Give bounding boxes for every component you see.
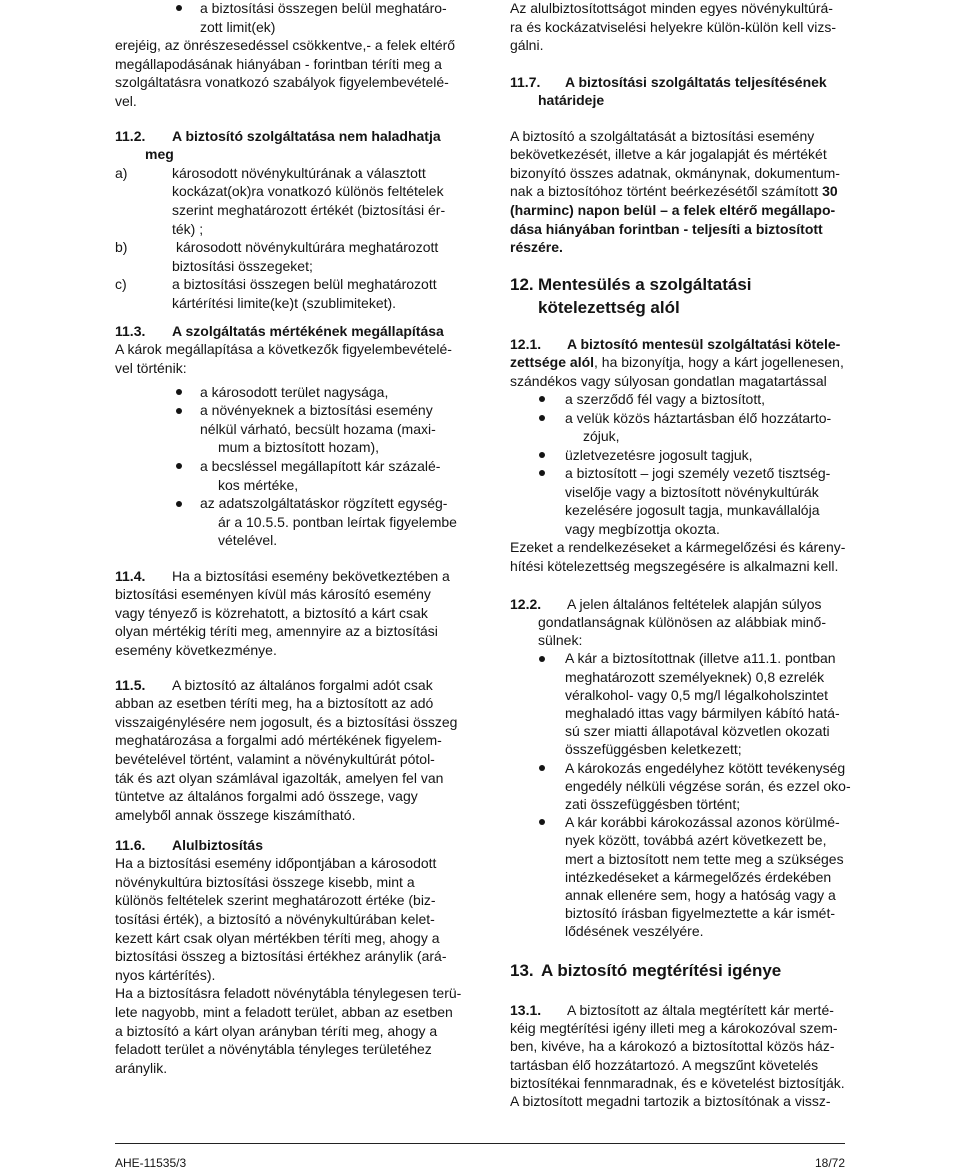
paragraph-line <box>510 182 870 201</box>
list-item-line: sú szer miatti állapotával közvetlen okozati <box>565 723 830 740</box>
paragraph-line: bekövetkezését, illetve a kár jogalapját és mértékét <box>510 146 827 163</box>
section-number: 11.3. <box>115 322 146 339</box>
list-item-line: intézkedéseket a kármegelőzés érdekében <box>565 868 832 885</box>
paragraph-line: visszaigénylésére nem jogosult, és a biztosítási összeg <box>115 713 458 730</box>
paragraph-line: tosítási érték), a biztosító a növénykultúrában kelet- <box>115 911 435 928</box>
list-item-line: viselője vagy a biztosított növénykultúrák <box>565 483 819 500</box>
list-item-line: biztosító írásban figyelmeztette a kár ismét- <box>565 905 835 922</box>
list-item-line: meghaladó ittas vagy bármilyen kábító hatá- <box>565 705 840 722</box>
paragraph-line: Ha a biztosításra feladott növénytábla ténylegesen terü- <box>115 985 462 1002</box>
paragraph-line: biztosítékai fennmaradnak, és e követelést biztosítják. <box>510 1074 845 1091</box>
section-number: 11.5. <box>115 676 146 693</box>
bullet-icon <box>539 415 545 421</box>
bullet-icon <box>176 389 182 395</box>
paragraph-line: biztosítási összeg a biztosítási értékhez aránylik (ará- <box>115 948 447 965</box>
footer-rule <box>115 1143 845 1144</box>
paragraph-line: erejéig, az önrészesedéssel csökkentve,- a felek eltérő <box>115 37 456 54</box>
paragraph-line-bold: (harminc) napon belül – a felek eltérő megállapo- <box>510 202 836 219</box>
list-item-line: kártérítési limite(ke)t (szublimiteket). <box>172 295 397 312</box>
paragraph-line: abban az esetben téríti meg, ha a biztosított az adó <box>115 695 434 712</box>
section-heading <box>510 73 870 92</box>
list-item-text: a biztosítási összegen belül meghatáro- <box>200 0 447 16</box>
paragraph-line: bevételével történt, valamint a növénykultúrát pótol- <box>115 751 435 768</box>
paragraph-line: ben, kivéve, ha a károkozó a biztosítottal közös ház- <box>510 1038 835 1055</box>
bullet-icon <box>539 396 545 402</box>
paragraph-line: növénykultúra biztosítási összege kisebb, mint a <box>115 873 415 890</box>
chapter-title: Mentesülés a szolgáltatási <box>538 274 752 294</box>
list-item-line: összefüggésben keletkezett; <box>565 741 742 758</box>
paragraph-line: olyan mértékig téríti meg, amennyire az a biztosítási <box>115 623 438 640</box>
paragraph-line: szolgáltatásra vonatkozó szabályok figyelembevételé- <box>115 74 449 91</box>
list-item <box>115 238 475 257</box>
section-title: A szolgáltatás mértékének megállapítása <box>172 322 444 339</box>
paragraph-line: vel történik: <box>115 359 187 376</box>
paragraph-line: vel. <box>115 92 137 109</box>
list-item-line: ték) ; <box>172 220 204 237</box>
list-item-text: az adatszolgáltatáskor rögzített egység- <box>200 495 448 512</box>
list-item-text: károsodott növénykultúrára meghatározott <box>176 239 439 256</box>
bullet-icon <box>539 470 545 476</box>
section-number: 12.2. <box>510 595 542 612</box>
paragraph-line: szándékos vagy súlyosan gondatlan magatartással <box>510 372 827 389</box>
list-item-text: a biztosított – jogi személy vezető tisztség- <box>565 465 831 482</box>
paragraph-text: nak a biztosítóhoz történt beérkezésétől számított <box>510 183 823 200</box>
list-item-line: meghatározott személyeknek) 0,8 ezrelék <box>565 668 825 685</box>
paragraph-text: A biztosított az általa megtérített kár merté- <box>567 1001 834 1018</box>
paragraph-line: Az alulbiztosítottságot minden egyes növénykultúrá- <box>510 0 833 16</box>
section-12-2 <box>510 595 870 941</box>
section-title: A biztosítási szolgáltatás teljesítésének <box>565 73 827 90</box>
section-heading <box>510 595 870 613</box>
list-item <box>115 164 475 183</box>
list-item-line: szerint meghatározott értékét (biztosítási ér- <box>172 202 446 219</box>
paragraph-line: ra és kockázatviselési helyekre külön-külön kell vizs- <box>510 18 837 35</box>
bullet-icon <box>176 463 182 469</box>
bullet-icon <box>539 819 545 825</box>
section-11-4 <box>115 567 475 660</box>
bullet-icon <box>176 5 182 11</box>
bullet-icon <box>176 408 182 414</box>
paragraph-line: A biztosított megadni tartozik a biztosítónak a vissz- <box>510 1093 831 1110</box>
list-item-line: zati összefüggésben történt; <box>565 795 741 812</box>
list-item <box>510 409 870 428</box>
paragraph-text: Ha a biztosítási esemény bekövetkeztében a <box>172 567 450 584</box>
paragraph-line <box>510 353 870 372</box>
section-13-1 <box>510 1001 870 1111</box>
chapter-heading <box>510 959 870 982</box>
section-12-1 <box>510 335 870 576</box>
list-item-line: biztosítási összegeket; <box>172 257 313 274</box>
section-11-3 <box>115 322 475 378</box>
section-heading <box>115 567 475 586</box>
section-11-3-bullets <box>115 383 475 550</box>
list-item-text: a növényeknek a biztosítási esemény <box>200 402 433 419</box>
section-title: A biztosító mentesül szolgáltatási kötele- <box>567 335 841 352</box>
list-item <box>510 649 870 667</box>
section-11-2 <box>115 127 475 313</box>
paragraph-line: kéig megtérítési igény illeti meg a károkozóval szem- <box>510 1020 838 1037</box>
section-title-line: meg <box>145 146 174 163</box>
list-item-line: vagy megbízottja okozta. <box>565 520 720 537</box>
list-item-text: a becsléssel megállapított kár százalé- <box>200 458 441 475</box>
list-item <box>510 464 870 483</box>
list-item-line: annak ellenére sem, hogy a hatóság vagy a <box>565 886 836 903</box>
paragraph-line: kezett kárt csak olyan mértékben téríti meg, ahogy a <box>115 929 440 946</box>
list-item-text: a szerződő fél vagy a biztosított, <box>565 391 765 408</box>
paragraph-line: meghatározása a forgalmi adó mértékének figyelem- <box>115 732 442 749</box>
paragraph-text: A biztosító az általános forgalmi adót csak <box>172 676 433 693</box>
list-item-line: zójuk, <box>583 428 620 445</box>
paragraph-line: esemény következménye. <box>115 642 277 659</box>
chapter-13-heading <box>510 959 870 982</box>
bullet-icon <box>539 765 545 771</box>
list-item-line: vételével. <box>218 532 278 549</box>
chapter-number: 12. <box>510 274 534 294</box>
section-title-line: határideje <box>538 92 605 109</box>
list-item-text: A kár a biztosítottnak (illetve a11.1. pontban <box>565 650 836 667</box>
footer-doc-id: AHE-11535/3 <box>115 1156 187 1170</box>
paragraph-line: lete nagyobb, mint a feladott terület, abban az esetben <box>115 1004 453 1021</box>
list-item <box>115 401 475 420</box>
section-11-7-heading <box>510 73 870 110</box>
list-item-line: lődésének veszélyére. <box>565 923 704 940</box>
paragraph-line: nyos kártérítés). <box>115 966 216 983</box>
list-item-text: a károsodott terület nagysága, <box>200 383 389 400</box>
left-column <box>115 0 475 1140</box>
paragraph-line: sülnek: <box>538 632 583 649</box>
list-item-line: véralkohol- vagy 0,5 mg/l légalkoholszintet <box>565 686 829 703</box>
chapter-number: 13. <box>510 960 534 980</box>
paragraph-line: tüntetve az általános forgalmi adó összege, vagy <box>115 788 418 805</box>
list-item-line: kezelésére jogosult tagja, munkavállalója <box>565 502 820 519</box>
right-column <box>510 0 870 1140</box>
section-number: 11.7. <box>510 73 541 90</box>
list-item <box>115 457 475 476</box>
paragraph-line: Ezeket a rendelkezéseket a kármegelőzési és káreny- <box>510 539 846 556</box>
paragraph-line: vagy tényező is közrehatott, a biztosító a kárt csak <box>115 604 428 621</box>
right-intro <box>510 0 870 55</box>
list-item-text: üzletvezetésre jogosult tagjuk, <box>565 446 753 463</box>
section-heading <box>115 322 475 341</box>
intro-continuation <box>115 0 475 111</box>
list-label: a) <box>115 164 128 181</box>
list-item-text: károsodott növénykultúrának a választott <box>172 164 426 181</box>
list-label: b) <box>115 239 128 256</box>
chapter-12-heading <box>510 273 870 319</box>
paragraph-line: megállapodásának hiányában - forintban téríti meg a <box>115 55 442 72</box>
list-item-line: ár a 10.5.5. pontban leírtak figyelembe <box>218 513 457 530</box>
paragraph-line: bizonyító összes adatnak, okmánynak, dokumentum- <box>510 164 840 181</box>
list-item-text: A károkozás engedélyhez kötött tevékenység <box>565 759 846 776</box>
list-item <box>510 813 870 831</box>
section-11-6 <box>115 836 475 1078</box>
section-number: 12.1. <box>510 335 542 352</box>
list-item-line: nélkül várható, becsült hozama (maxi- <box>200 420 436 437</box>
list-item-line: kockázat(ok)ra vonatkozó különös feltételek <box>172 183 444 200</box>
list-item-line: engedély nélküli végzése során, és ezzel oko- <box>565 777 851 794</box>
section-heading <box>510 1001 870 1019</box>
paragraph-line: aránylik. <box>115 1059 168 1076</box>
list-item-text: A kár korábbi károkozással azonos körülmé- <box>565 814 840 831</box>
section-title-end: zettsége alól <box>510 354 595 371</box>
section-number: 13.1. <box>510 1001 542 1018</box>
paragraph-line: hítési kötelezettség megszegésére is alkalmazni kell. <box>510 557 839 574</box>
list-item <box>115 494 475 513</box>
list-item <box>510 759 870 777</box>
paragraph-line: tartásban élő hozzátartozó. A megszűnt követelés <box>510 1056 819 1073</box>
section-11-7-body <box>510 127 870 257</box>
paragraph-line: Ha a biztosítási esemény időpontjában a károsodott <box>115 855 437 872</box>
paragraph-line-bold: dása hiányában forintban - teljesíti a biztosított <box>510 220 823 237</box>
list-item <box>510 390 870 409</box>
section-heading <box>510 335 870 354</box>
paragraph-text: , ha bizonyítja, hogy a kárt jogellenesen, <box>594 354 844 371</box>
list-label: c) <box>115 276 127 293</box>
paragraph-line: A biztosító a szolgáltatását a biztosítási esemény <box>510 127 815 144</box>
bullet-icon <box>539 656 545 662</box>
list-item <box>115 383 475 402</box>
section-11-5 <box>115 676 475 825</box>
paragraph-line: feladott terület a növénytábla tényleges területéhez <box>115 1041 432 1058</box>
section-number: 11.4. <box>115 567 146 584</box>
list-item <box>115 275 475 294</box>
section-heading <box>115 836 475 855</box>
chapter-title-line: kötelezettség alól <box>538 297 680 317</box>
deadline-days: 30 <box>822 183 838 200</box>
bullet-icon <box>176 501 182 507</box>
section-heading <box>115 127 475 146</box>
section-heading <box>115 676 475 695</box>
footer-page-number: 18/72 <box>814 1156 845 1170</box>
paragraph-line: amelyből annak összege kiszámítható. <box>115 806 356 823</box>
paragraph-line: a biztosító a kárt olyan arányban téríti meg, ahogy a <box>115 1022 438 1039</box>
paragraph-line: biztosítási eseményen kívül más károsító esemény <box>115 586 431 603</box>
list-item-line: mert a biztosított nem tette meg a szükséges <box>565 850 844 867</box>
paragraph-line: gondatlanságnak különösen az alábbiak minő- <box>538 614 826 631</box>
list-item-line: zott limit(ek) <box>200 18 276 35</box>
list-item-line: nyek között, továbbá azért következett be, <box>565 832 827 849</box>
list-item-text: a velük közös háztartásban élő hozzátarto- <box>565 409 832 426</box>
paragraph-text: A jelen általános feltételek alapján súlyos <box>567 595 822 612</box>
paragraph-line-bold: részére. <box>510 239 563 256</box>
section-number: 11.2. <box>115 127 146 144</box>
bullet-icon <box>539 452 545 458</box>
chapter-title: A biztosító megtérítési igénye <box>541 960 782 980</box>
section-title: Alulbiztosítás <box>172 836 264 853</box>
chapter-heading <box>510 273 870 296</box>
paragraph-line: különös feltételek szerint meghatározott értéke (biz- <box>115 892 436 909</box>
paragraph-line: gálni. <box>510 37 544 54</box>
section-number: 11.6. <box>115 836 146 853</box>
paragraph-line: A károk megállapítása a következők figyelembevételé- <box>115 341 452 358</box>
paragraph-line: ták és azt olyan számlával igazolták, amelyen fel van <box>115 769 444 786</box>
list-item <box>115 0 475 18</box>
list-item-text: a biztosítási összegen belül meghatározott <box>172 276 437 293</box>
list-item <box>510 446 870 465</box>
section-title: A biztosító szolgáltatása nem haladhatja <box>172 127 441 144</box>
list-item-line: mum a biztosított hozam), <box>218 439 380 456</box>
list-item-line: kos mértéke, <box>218 476 299 493</box>
